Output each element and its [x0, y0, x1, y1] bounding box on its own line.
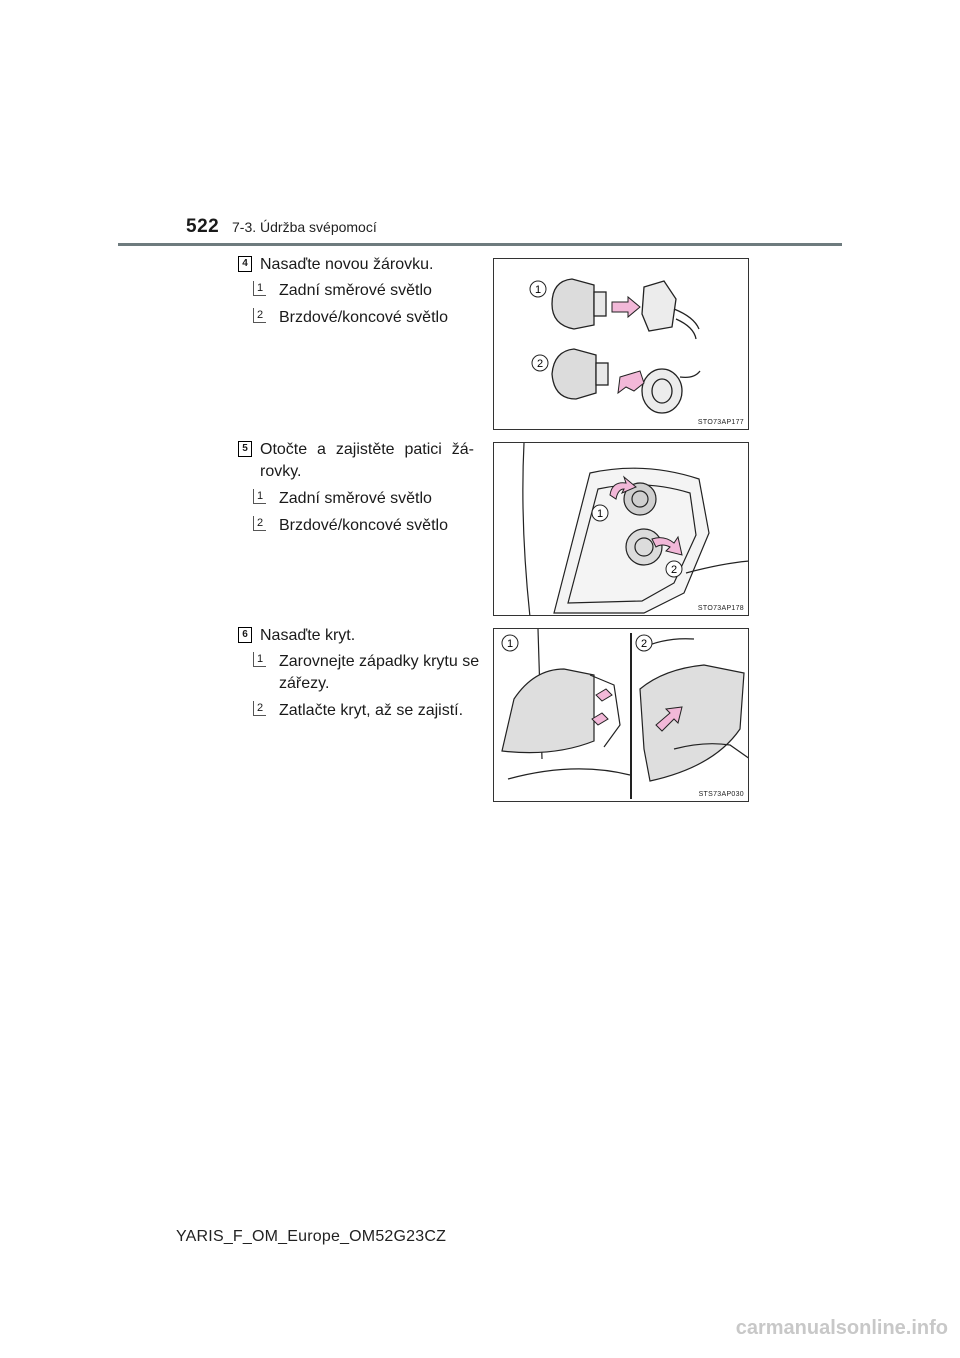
- sub-num: 1: [253, 489, 266, 504]
- step-title-6: Nasaďte kryt.: [260, 627, 356, 644]
- figure-code: STO73AP177: [697, 419, 744, 426]
- sub-num: 2: [253, 308, 266, 323]
- page-number: 522: [186, 216, 220, 237]
- sub-text: Zadní směrové světlo: [279, 282, 432, 299]
- align-arrow-1: [596, 689, 612, 701]
- callout-1: 1: [596, 508, 604, 520]
- sub-text: Brzdové/koncové světlo: [279, 309, 448, 326]
- cover-align-illustration: [502, 629, 630, 779]
- callout-2: 2: [640, 638, 648, 650]
- step-title-5: Otočte a zajistěte patici žá-rovky.: [260, 441, 474, 480]
- sub-num: 1: [253, 281, 266, 296]
- watermark: carmanualsonline.info: [735, 1317, 948, 1339]
- step-title-4: Nasaďte novou žárovku.: [260, 256, 434, 273]
- figure-code: STO73AP178: [697, 605, 744, 612]
- callout-2: 2: [536, 358, 544, 370]
- sub-text: Zatlačte kryt, až se zajistí.: [279, 702, 464, 719]
- figure-cover-install: [493, 628, 749, 802]
- step-badge-6: 6: [238, 627, 252, 643]
- insert-arrow: [612, 297, 640, 317]
- callout-1: 1: [534, 284, 542, 296]
- rotate-arrow: [618, 371, 644, 393]
- callout-2: 2: [670, 564, 678, 576]
- sub-text: Zarovnejte západky krytu se zářezy.: [279, 653, 480, 692]
- rear-lamp-housing-illustration: [523, 443, 749, 616]
- sub-num: 2: [253, 516, 266, 531]
- footer-doc-id: YARIS_F_OM_Europe_OM52G23CZ: [176, 1228, 447, 1245]
- sub-num: 1: [253, 652, 266, 667]
- section-title: 7-3. Údržba svépomocí: [232, 219, 377, 235]
- figure-socket-rotate: [493, 442, 749, 616]
- sub-text: Brzdové/koncové světlo: [279, 517, 448, 534]
- callout-1: 1: [506, 638, 514, 650]
- step-badge-4: 4: [238, 256, 252, 272]
- header-rule: [118, 243, 842, 246]
- step-badge-5: 5: [238, 441, 252, 457]
- sub-text: Zadní směrové světlo: [279, 490, 432, 507]
- figure-bulb-insert: [493, 258, 749, 430]
- sub-num: 2: [253, 701, 266, 716]
- cover-push-illustration: [640, 639, 749, 781]
- figure-code: STS73AP030: [698, 791, 744, 798]
